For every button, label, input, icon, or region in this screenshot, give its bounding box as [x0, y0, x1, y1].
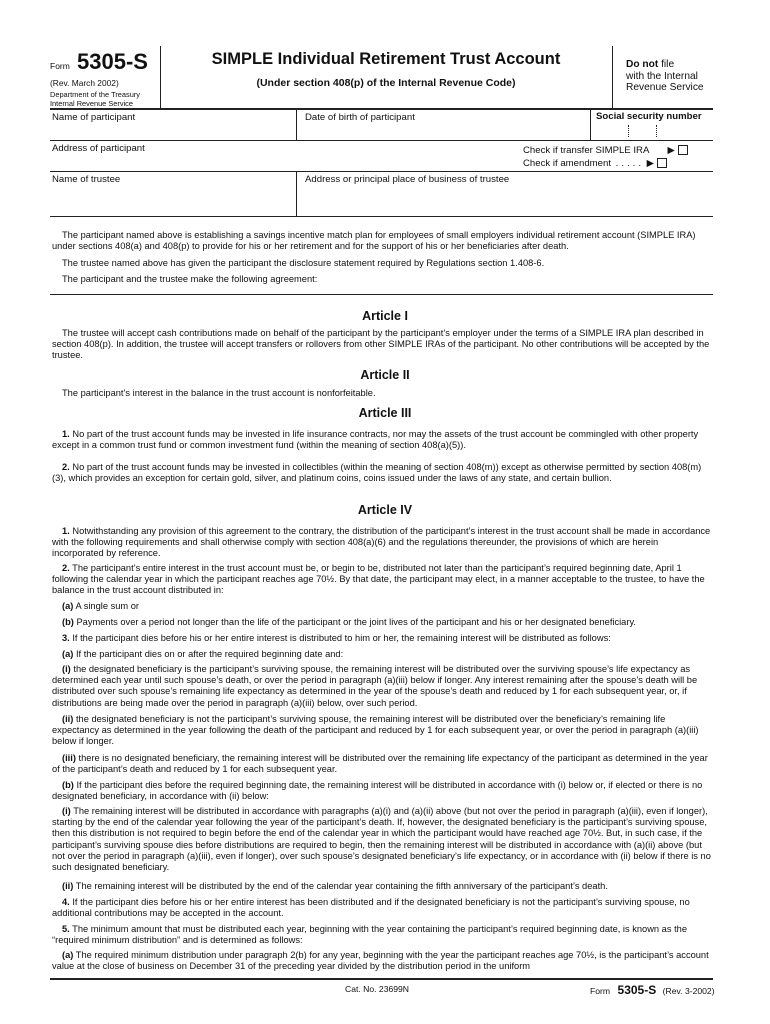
- article-4-para-3ai: (i) the designated beneficiary is the participant’s surviving spouse, the remaining interest will be distributed over the surviving spouse’s life expectancy as determined each year until such spouse’s death, or over the period in paragraph (a)(iii) below if longer. Any interest remaining after the spouse’s death will be distributed over such spouse’s remaining life expectancy as determined in the year of the spouse’s death and reduced by 1 for each subsequent year, or, if distributions are being made over the period in paragraph (a)(iii) below, over such period.: [52, 664, 698, 708]
- participant-dob-label: Date of birth of participant: [305, 112, 415, 123]
- do-not-label: Do not: [626, 59, 659, 70]
- footer-revision: (Rev. 3-2002): [662, 986, 715, 996]
- form-label: Form: [50, 61, 70, 71]
- article-4-para-4: 4. If the participant dies before his or her entire interest has been distributed and if the designated beneficiary is not the participant’s surviving spouse, no additional contributions may be accepted in the account.: [52, 897, 690, 919]
- catalog-number: Cat. No. 23699N: [345, 984, 410, 994]
- article-4-para-2a: (a) A single sum or: [62, 601, 140, 611]
- intro-paragraph-3: The participant and the trustee make the following agreement:: [62, 274, 318, 284]
- article-4-para-3aii: (ii) the designated beneficiary is not the participant’s surviving spouse, the remaining interest will be distributed over the beneficiary’s remaining life expectancy as determined in the year following the death of the participant and reduced by 1 for each subsequent year, or over the period in paragraph (a)(iii) below if longer.: [52, 714, 699, 747]
- form-subtitle: (Under section 408(p) of the Internal Revenue Code): [256, 77, 516, 89]
- transfer-label: Check if transfer SIMPLE IRA: [523, 145, 649, 156]
- article-4-para-1: 1. Notwithstanding any provision of this agreement to the contrary, the distribution of the participant’s interest in the trust account shall be made in accordance with the following requirements and shall otherwise comply with section 408(a)(6) and the regulations thereunder, the provisions of which are herein incorporated by reference.: [52, 526, 711, 559]
- intro-paragraph-1: The participant named above is establishing a savings incentive match plan for employees of small employers individual retirement account (SIMPLE IRA) under sections 408(a) and 408(p) to provide for his or her retirement and for the support of his or her beneficiaries after death.: [52, 230, 696, 252]
- article-4-para-3b: (b) If the participant dies before the required beginning date, the remaining interest will be distributed in accordance with (i) below or, if elected or there is no designated beneficiary, in accordance with (ii) below:: [52, 780, 703, 802]
- article-2-title: Article II: [360, 368, 410, 382]
- amendment-checkbox[interactable]: [657, 158, 667, 168]
- participant-address-label: Address of participant: [52, 143, 145, 154]
- article-4-para-3aiii: (iii) there is no designated beneficiary, the remaining interest will be distributed over the remaining life expectancy of the participant as determined in the year of the participant’s death and reduced by 1 for each subsequent year.: [52, 753, 708, 775]
- irs-label: Internal Revenue Service: [50, 99, 133, 108]
- article-4-para-3: 3. If the participant dies before his or her entire interest is distributed to him or her, the remaining interest will be distributed as follows:: [62, 633, 611, 643]
- article-4-para-2: 2. The participant’s entire interest in the trust account must be, or begin to be, distributed not later than the participant’s required beginning date, April 1 following the calendar year in which the participant reaches age 70½. By that date, the participant may elect, in a manner acceptable to the trustee, to have the balance in the trust account distributed in:: [52, 563, 705, 596]
- amendment-row: Check if amendment ..... ▶: [523, 158, 667, 169]
- revenue-service-label: Revenue Service: [626, 82, 704, 93]
- ssn-field[interactable]: [600, 124, 710, 138]
- article-3-para-1: 1. No part of the trust account funds may be invested in life insurance contracts, nor may the assets of the trust account be commingled with other property except in a common trust fund or common investment fund (within the meaning of section 408(a)(5)).: [52, 429, 699, 451]
- file-label: file: [658, 59, 675, 70]
- footer-form-id: [590, 981, 715, 999]
- intro-paragraph-2: The trustee named above has given the participant the disclosure statement required by Regulations section 1.408-6.: [62, 258, 545, 268]
- trustee-address-label: Address or principal place of business of trustee: [305, 174, 510, 185]
- article-4-para-5: 5. The minimum amount that must be distributed each year, beginning with the year containing the participant’s required beginning date, is known as the “required minimum distribution” and is determined as follows:: [52, 924, 688, 946]
- trustee-name-label: Name of trustee: [52, 174, 121, 185]
- article-4-para-5a: (a) The required minimum distribution under paragraph 2(b) for any year, beginning with the year the participant reaches age 70½, is the participant’s account value at the close of business on December 31 of the preceding year divided by the distribution period in the uniform: [52, 950, 709, 972]
- article-4-para-2b: (b) Payments over a period not longer than the life of the participant or the joint lives of the participant and his or her designated beneficiary.: [62, 617, 636, 627]
- article-4-para-3a: (a) If the participant dies on or after the required beginning date and:: [62, 649, 344, 659]
- article-1-text: The trustee will accept cash contributions made on behalf of the participant by the participant’s employer under the terms of a SIMPLE IRA plan described in section 408(p). In addition, the trustee will accept transfers or rollovers from other SIMPLE IRAs of the participant. No other contributions will be accepted by the trustee.: [52, 328, 710, 361]
- form-header: [50, 46, 162, 108]
- article-1-title: Article I: [362, 309, 408, 323]
- ssn-label: Social security number: [596, 111, 702, 122]
- footer-form-label: Form: [590, 986, 611, 996]
- filing-note: [626, 59, 704, 94]
- form-revision: (Rev. March 2002): [50, 78, 119, 88]
- article-2-text: The participant’s interest in the balance in the trust account is nonforfeitable.: [62, 388, 376, 398]
- article-3-para-2: 2. No part of the trust account funds may be invested in collectibles (within the meaning of section 408(m)) except as otherwise permitted by section 408(m)(3), which provides an exception for certain gold, silver, and platinum coins, coins issued under the laws of any state, and certain bullion.: [52, 462, 702, 484]
- form-title: SIMPLE Individual Retirement Trust Account: [211, 50, 561, 68]
- amendment-label: Check if amendment: [523, 158, 611, 169]
- article-4-title: Article IV: [357, 503, 413, 517]
- transfer-row: Check if transfer SIMPLE IRA ▶: [523, 145, 688, 156]
- article-4-para-3bii: (ii) The remaining interest will be distributed by the end of the calendar year containing the fifth anniversary of the participant’s death.: [62, 881, 608, 891]
- article-4-para-3bi: (i) The remaining interest will be distributed in accordance with paragraphs (a)(i) and (a)(ii) above (but not over the period in paragraph (a)(iii), even if longer), starting by the end of the calendar year following the year of the participant’s death. If, however, the designated beneficiary is the participant’s surviving spouse, then this distribution is not required to begin before the end of the calendar year in which the participant would have reached age 70½. But, in such case, if the participant’s surviving spouse dies before distributions are required to begin, then the remaining interest will be distributed in accordance with (a)(ii) above (but not over the period in paragraph (a)(iii), even if longer), over such spouse’s designated beneficiary’s life expectancy, or in accordance with (ii) below if there is no such designated beneficiary.: [52, 806, 711, 873]
- footer-form-number: 5305-S: [617, 983, 657, 997]
- form-number: 5305-S: [77, 49, 148, 74]
- with-internal-label: with the Internal: [626, 70, 698, 82]
- transfer-checkbox[interactable]: [678, 145, 688, 155]
- participant-name-label: Name of participant: [52, 112, 136, 123]
- department-label: Department of the Treasury: [50, 90, 140, 99]
- article-3-title: Article III: [358, 406, 412, 420]
